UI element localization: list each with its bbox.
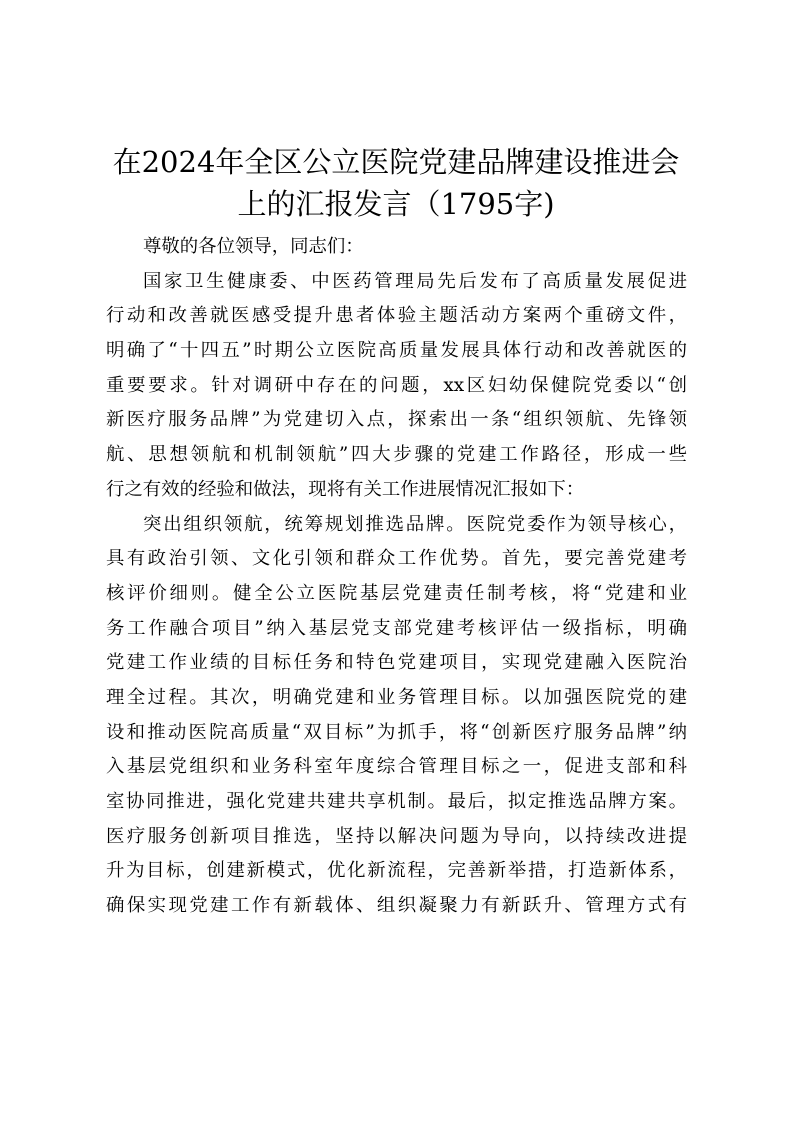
body-line: 突出组织领航，统筹规划推选品牌。医院党委作为领导核心，: [143, 513, 687, 535]
body-line: 升为目标，创建新模式，优化新流程，完善新举措，打造新体系，: [106, 860, 687, 882]
body-line: 行动和改善就医感受提升患者体验主题活动方案两个重磅文件，: [106, 305, 687, 327]
body-line: 国家卫生健康委、中医药管理局先后发布了高质量发展促进: [143, 270, 687, 292]
body-line: 核评价细则。健全公立医院基层党建责任制考核，将“党建和业: [106, 582, 687, 604]
body-line: 明确了“十四五”时期公立医院高质量发展具体行动和改善就医的: [106, 340, 687, 362]
body-line: 具有政治引领、文化引领和群众工作优势。首先，要完善党建考: [106, 548, 687, 570]
body-line: 医疗服务创新项目推选，坚持以解决问题为导向，以持续改进提: [106, 825, 687, 847]
body-line: 重要要求。针对调研中存在的问题，xx区妇幼保健院党委以“创: [106, 374, 687, 396]
body-line: 新医疗服务品牌”为党建切入点，探索出一条“组织领航、先锋领: [106, 409, 687, 431]
body-line: 尊敬的各位领导，同志们：: [143, 236, 364, 257]
document-title: [96, 141, 696, 225]
body-line: 行之有效的经验和做法，现将有关工作进展情况汇报如下：: [106, 478, 585, 500]
body-line: 设和推动医院高质量“双目标”为抓手，将“创新医疗服务品牌”纳: [106, 721, 687, 743]
body-line: 航、思想领航和机制领航”四大步骤的党建工作路径，形成一些: [106, 444, 687, 466]
body-line: 理全过程。其次，明确党建和业务管理目标。以加强医院党的建: [106, 686, 687, 708]
body-line: 室协同推进，强化党建共建共享机制。最后，拟定推选品牌方案。: [106, 791, 687, 812]
body-line: 务工作融合项目”纳入基层党支部党建考核评估一级指标，明确: [106, 617, 687, 639]
body-line: 入基层党组织和业务科室年度综合管理目标之一，促进支部和科: [106, 756, 687, 778]
title-line-2: 上的汇报发言（1795字): [237, 187, 555, 221]
body-line: 确保实现党建工作有新载体、组织凝聚力有新跃升、管理方式有: [106, 895, 687, 917]
body-line: 党建工作业绩的目标任务和特色党建项目，实现党建融入医院治: [106, 652, 687, 674]
document-body: [106, 230, 687, 924]
title-line-1: 在2024年全区公立医院党建品牌建设推进会: [112, 145, 680, 179]
